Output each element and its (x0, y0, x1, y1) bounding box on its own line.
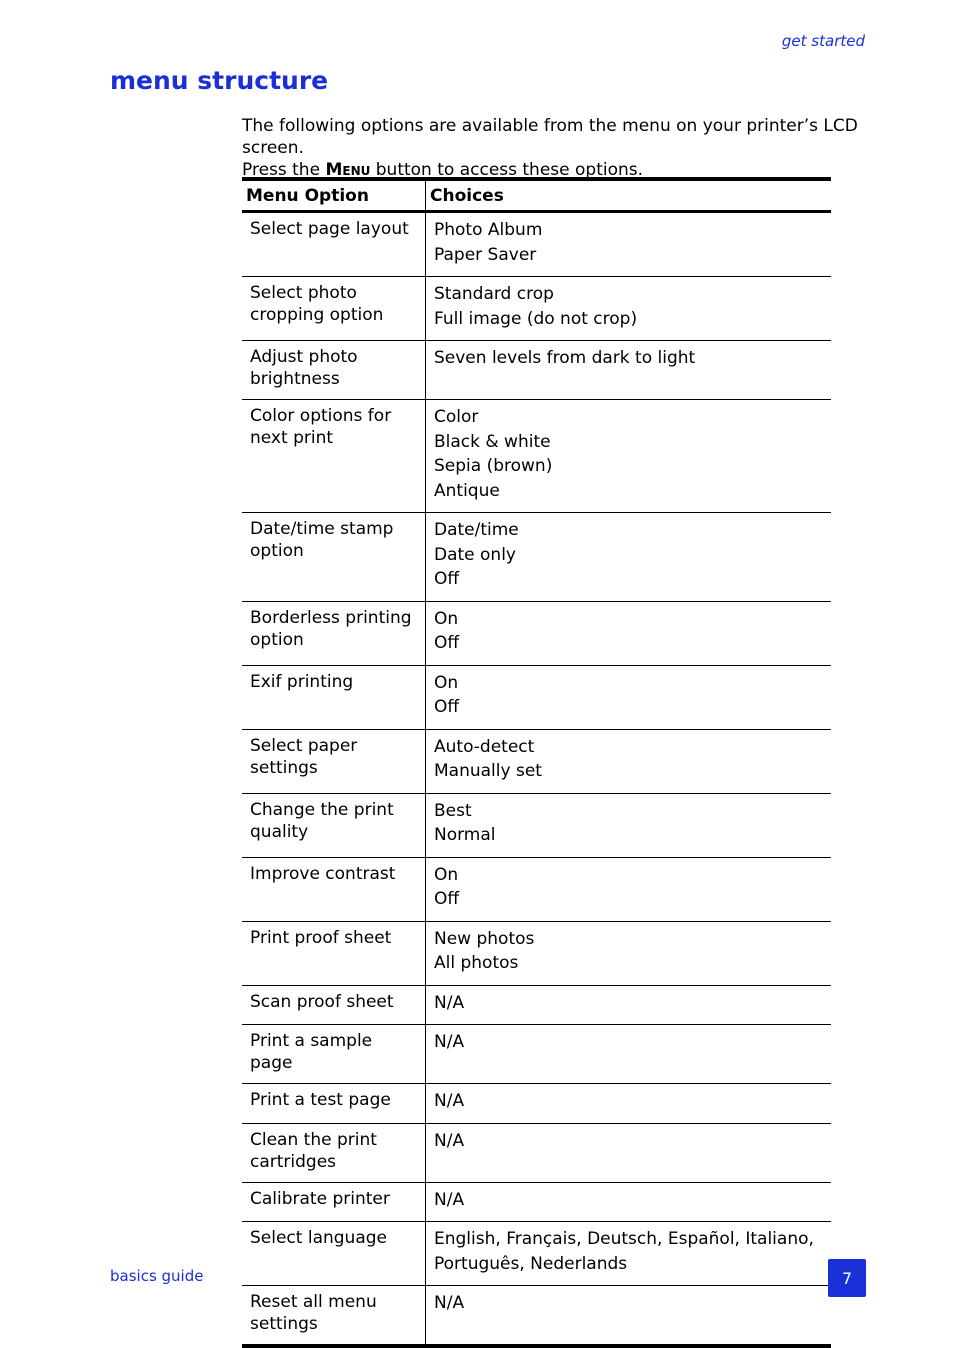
table-row (242, 857, 831, 921)
menu-option-cell: Print a test page (242, 1084, 426, 1124)
menu-option-cell: Scan proof sheet (242, 985, 426, 1025)
choice-item: On (434, 672, 459, 693)
header-choices: Choices (426, 179, 832, 212)
table-row (242, 921, 831, 985)
menu-option-cell: Adjust photo brightness (242, 341, 426, 400)
table-row (242, 1123, 831, 1182)
choice-item: N/A (434, 1130, 465, 1151)
intro-line-1: The following options are available from the menu on your printer’s LCD screen. (242, 116, 858, 158)
choice-item: N/A (434, 1189, 465, 1210)
choice-item: Off (434, 633, 460, 653)
choices-cell (426, 1025, 832, 1084)
choice-item: Black & white (434, 431, 551, 452)
table-row (242, 513, 831, 602)
choice-item: Antique (434, 480, 500, 501)
header-menu-option: Menu Option (242, 179, 426, 212)
choice-item: Standard crop (434, 284, 554, 304)
menu-option-cell: Date/time stamp option (242, 513, 426, 602)
choice-item: N/A (434, 1091, 465, 1111)
choice-item: All photos (434, 953, 519, 973)
choice-item: Off (434, 569, 460, 589)
table-row (242, 1286, 831, 1347)
choices-cell (426, 1084, 832, 1124)
menu-option-cell: Select language (242, 1222, 426, 1286)
choices-cell (426, 212, 832, 277)
choice-item: Best (434, 800, 472, 821)
menu-option-cell: Borderless printing option (242, 601, 426, 665)
menu-option-cell: Reset all menu settings (242, 1286, 426, 1347)
choice-item: Sepia (brown) (434, 456, 553, 476)
menu-option-cell: Print a sample page (242, 1025, 426, 1084)
choices-cell (426, 985, 832, 1025)
choice-item: Photo Album (434, 220, 543, 240)
choice-item: Off (434, 697, 460, 717)
intro-paragraph (242, 115, 872, 181)
choice-item: Full image (do not crop) (434, 308, 638, 329)
intro-line-2-after: button to access these options. (370, 160, 644, 180)
choice-item: Auto-detect (434, 736, 535, 757)
table-row (242, 1222, 831, 1286)
intro-line-2-before: Press the (242, 160, 326, 180)
page-title: menu structure (110, 66, 329, 95)
menu-option-cell: Color options for next print (242, 400, 426, 513)
menu-option-cell: Select photo cropping option (242, 277, 426, 341)
choice-item: Color (434, 407, 479, 427)
choices-cell (426, 729, 832, 793)
choice-item: On (434, 864, 459, 885)
table-row (242, 985, 831, 1025)
table-row (242, 1182, 831, 1222)
choices-cell (426, 277, 832, 341)
footer-guide-label: basics guide (110, 1267, 204, 1285)
menu-option-cell: Exif printing (242, 665, 426, 729)
page-number-badge: 7 (828, 1259, 866, 1297)
choices-cell (426, 341, 832, 400)
menu-option-cell: Change the print quality (242, 793, 426, 857)
choices-cell (426, 665, 832, 729)
table-row (242, 341, 831, 400)
choice-item: New photos (434, 928, 535, 949)
table-row (242, 212, 831, 277)
choices-cell (426, 1123, 832, 1182)
menu-option-cell: Print proof sheet (242, 921, 426, 985)
table-row (242, 793, 831, 857)
choices-cell (426, 1286, 832, 1347)
choices-cell (426, 857, 832, 921)
table-header-row (242, 179, 831, 212)
choice-item: Paper Saver (434, 244, 537, 265)
choices-cell (426, 513, 832, 602)
choice-item: Seven levels from dark to light (434, 348, 696, 368)
choice-item: Date only (434, 544, 516, 565)
choice-item: Normal (434, 825, 496, 845)
choices-cell (426, 1182, 832, 1222)
table-row (242, 277, 831, 341)
table-row (242, 729, 831, 793)
table-row (242, 400, 831, 513)
choice-item: English, Français, Deutsch, Español, Italiano, Português, Nederlands (434, 1229, 814, 1274)
choice-item: N/A (434, 1032, 465, 1052)
choice-item: Date/time (434, 520, 519, 540)
choices-cell (426, 601, 832, 665)
table-row (242, 1084, 831, 1124)
menu-option-cell: Calibrate printer (242, 1182, 426, 1222)
choice-item: N/A (434, 992, 465, 1013)
choice-item: N/A (434, 1293, 465, 1313)
menu-structure-table (242, 177, 831, 1348)
choice-item: Off (434, 889, 460, 909)
menu-option-cell: Select page layout (242, 212, 426, 277)
menu-option-cell: Select paper settings (242, 729, 426, 793)
choices-cell (426, 921, 832, 985)
table-row (242, 665, 831, 729)
header-section-label: get started (781, 32, 865, 50)
menu-button-name: Menu (325, 160, 371, 180)
menu-option-cell: Clean the print cartridges (242, 1123, 426, 1182)
menu-option-cell: Improve contrast (242, 857, 426, 921)
table-body (242, 212, 831, 1347)
table-row (242, 601, 831, 665)
table-row (242, 1025, 831, 1084)
choices-cell (426, 400, 832, 513)
choice-item: On (434, 608, 459, 629)
choices-cell (426, 1222, 832, 1286)
choice-item: Manually set (434, 761, 542, 781)
choices-cell (426, 793, 832, 857)
